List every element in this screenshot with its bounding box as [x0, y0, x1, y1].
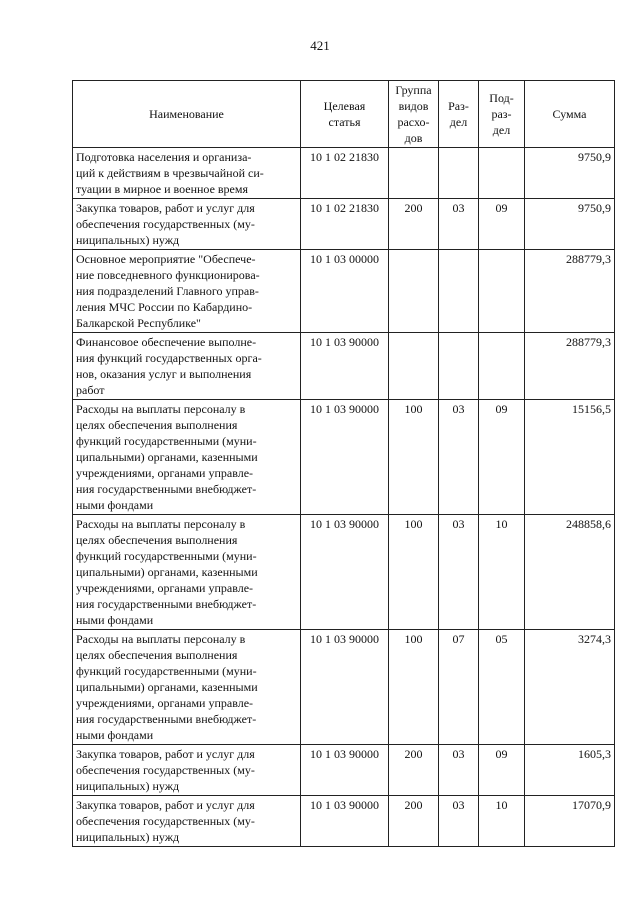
- cell-name-line: ципальными) органами, казенными: [76, 565, 258, 579]
- cell-name-line: ления МЧС России по Кабардино-: [76, 300, 253, 314]
- cell-section: [439, 148, 479, 199]
- cell-sum: 17070,9: [525, 796, 615, 847]
- cell-name-line: ния государственными внебюджет-: [76, 712, 257, 726]
- cell-name-line: ниципальных) нужд: [76, 779, 180, 793]
- cell-sum: 9750,9: [525, 148, 615, 199]
- cell-name: [73, 148, 301, 199]
- table-row: [73, 250, 615, 333]
- cell-section: [439, 250, 479, 333]
- cell-name-line: ния подразделений Главного управ-: [76, 284, 259, 298]
- cell-name-line: Балкарской Республике": [76, 316, 201, 330]
- cell-name: [73, 250, 301, 333]
- table-row: [73, 745, 615, 796]
- cell-name-line: Финансовое обеспечение выполне-: [76, 335, 257, 349]
- cell-name-line: ние повседневного функционирова-: [76, 268, 260, 282]
- cell-name-line: Расходы на выплаты персоналу в: [76, 632, 246, 646]
- table-row: [73, 148, 615, 199]
- table-row: [73, 400, 615, 515]
- cell-name-line: ниципальных) нужд: [76, 233, 180, 247]
- cell-name: [73, 630, 301, 745]
- cell-name-line: функций государственными (муни-: [76, 434, 257, 448]
- cell-name-line: Расходы на выплаты персоналу в: [76, 517, 246, 531]
- cell-name-line: работ: [76, 383, 105, 397]
- cell-name-line: целях обеспечения выполнения: [76, 648, 238, 662]
- cell-name-line: Закупка товаров, работ и услуг для: [76, 201, 255, 215]
- cell-name-line: нов, оказания услуг и выполнения: [76, 367, 252, 381]
- cell-name: [73, 515, 301, 630]
- cell-name-line: ципальными) органами, казенными: [76, 680, 258, 694]
- table-row: [73, 515, 615, 630]
- cell-expense-group: 200: [389, 796, 439, 847]
- header-target-article: Целевая статья: [301, 81, 389, 148]
- cell-name-line: Основное мероприятие "Обеспече-: [76, 252, 256, 266]
- cell-section: 03: [439, 199, 479, 250]
- cell-sum: 288779,3: [525, 333, 615, 400]
- cell-name-line: учреждениями, органами управле-: [76, 581, 254, 595]
- cell-name-line: ций к действиям в чрезвычайной си-: [76, 166, 264, 180]
- cell-name: [73, 745, 301, 796]
- cell-section: 03: [439, 796, 479, 847]
- header-sum: Сумма: [525, 81, 615, 148]
- cell-name: [73, 199, 301, 250]
- cell-subsection: [479, 333, 525, 400]
- table-row: [73, 630, 615, 745]
- cell-name-line: Закупка товаров, работ и услуг для: [76, 747, 255, 761]
- cell-subsection: 05: [479, 630, 525, 745]
- cell-name-line: Закупка товаров, работ и услуг для: [76, 798, 255, 812]
- cell-target-article: 10 1 03 90000: [301, 630, 389, 745]
- cell-name-line: ципальными) органами, казенными: [76, 450, 258, 464]
- cell-name-line: функций государственными (муни-: [76, 664, 257, 678]
- cell-name-line: ниципальных) нужд: [76, 830, 180, 844]
- cell-target-article: 10 1 02 21830: [301, 199, 389, 250]
- cell-target-article: 10 1 03 90000: [301, 333, 389, 400]
- cell-expense-group: 200: [389, 199, 439, 250]
- cell-section: 03: [439, 745, 479, 796]
- cell-target-article: 10 1 02 21830: [301, 148, 389, 199]
- cell-sum: 9750,9: [525, 199, 615, 250]
- cell-target-article: 10 1 03 90000: [301, 796, 389, 847]
- cell-subsection: 09: [479, 199, 525, 250]
- cell-name-line: учреждениями, органами управле-: [76, 696, 254, 710]
- cell-expense-group: 100: [389, 400, 439, 515]
- cell-subsection: [479, 148, 525, 199]
- header-name: Наименование: [73, 81, 301, 148]
- cell-name-line: обеспечения государственных (му-: [76, 814, 255, 828]
- cell-target-article: 10 1 03 90000: [301, 745, 389, 796]
- cell-name-line: учреждениями, органами управле-: [76, 466, 254, 480]
- table-body: [73, 148, 615, 847]
- cell-name-line: ния государственными внебюджет-: [76, 482, 257, 496]
- cell-sum: 288779,3: [525, 250, 615, 333]
- cell-target-article: 10 1 03 00000: [301, 250, 389, 333]
- cell-name-line: целях обеспечения выполнения: [76, 533, 238, 547]
- cell-expense-group: 200: [389, 745, 439, 796]
- cell-section: 07: [439, 630, 479, 745]
- cell-name-line: ными фондами: [76, 613, 154, 627]
- cell-name: [73, 400, 301, 515]
- cell-name-line: целях обеспечения выполнения: [76, 418, 238, 432]
- header-section: Раз- дел: [439, 81, 479, 148]
- cell-sum: 1605,3: [525, 745, 615, 796]
- cell-expense-group: 100: [389, 630, 439, 745]
- cell-name-line: обеспечения государственных (му-: [76, 763, 255, 777]
- cell-subsection: 10: [479, 796, 525, 847]
- table-row: [73, 199, 615, 250]
- budget-table: [72, 80, 615, 847]
- cell-name-line: обеспечения государственных (му-: [76, 217, 255, 231]
- header-subsection: Под- раз- дел: [479, 81, 525, 148]
- cell-name: [73, 796, 301, 847]
- cell-sum: 3274,3: [525, 630, 615, 745]
- table-row: [73, 333, 615, 400]
- cell-subsection: 09: [479, 400, 525, 515]
- header-expense-group: Группа видов расхо- дов: [389, 81, 439, 148]
- cell-name-line: ными фондами: [76, 498, 154, 512]
- cell-expense-group: [389, 250, 439, 333]
- cell-name-line: ными фондами: [76, 728, 154, 742]
- cell-name: [73, 333, 301, 400]
- cell-section: 03: [439, 400, 479, 515]
- cell-name-line: туации в мирное и военное время: [76, 182, 248, 196]
- cell-name-line: Подготовка населения и организа-: [76, 150, 252, 164]
- cell-name-line: ния государственными внебюджет-: [76, 597, 257, 611]
- cell-sum: 248858,6: [525, 515, 615, 630]
- cell-subsection: [479, 250, 525, 333]
- cell-section: [439, 333, 479, 400]
- cell-target-article: 10 1 03 90000: [301, 515, 389, 630]
- cell-expense-group: [389, 333, 439, 400]
- cell-target-article: 10 1 03 90000: [301, 400, 389, 515]
- cell-expense-group: 100: [389, 515, 439, 630]
- cell-name-line: Расходы на выплаты персоналу в: [76, 402, 246, 416]
- cell-expense-group: [389, 148, 439, 199]
- cell-name-line: ния функций государственных орга-: [76, 351, 262, 365]
- cell-name-line: функций государственными (муни-: [76, 549, 257, 563]
- table-row: [73, 796, 615, 847]
- page-number: 421: [310, 38, 330, 53]
- cell-section: 03: [439, 515, 479, 630]
- table-header-row: [73, 81, 615, 148]
- cell-subsection: 09: [479, 745, 525, 796]
- cell-sum: 15156,5: [525, 400, 615, 515]
- cell-subsection: 10: [479, 515, 525, 630]
